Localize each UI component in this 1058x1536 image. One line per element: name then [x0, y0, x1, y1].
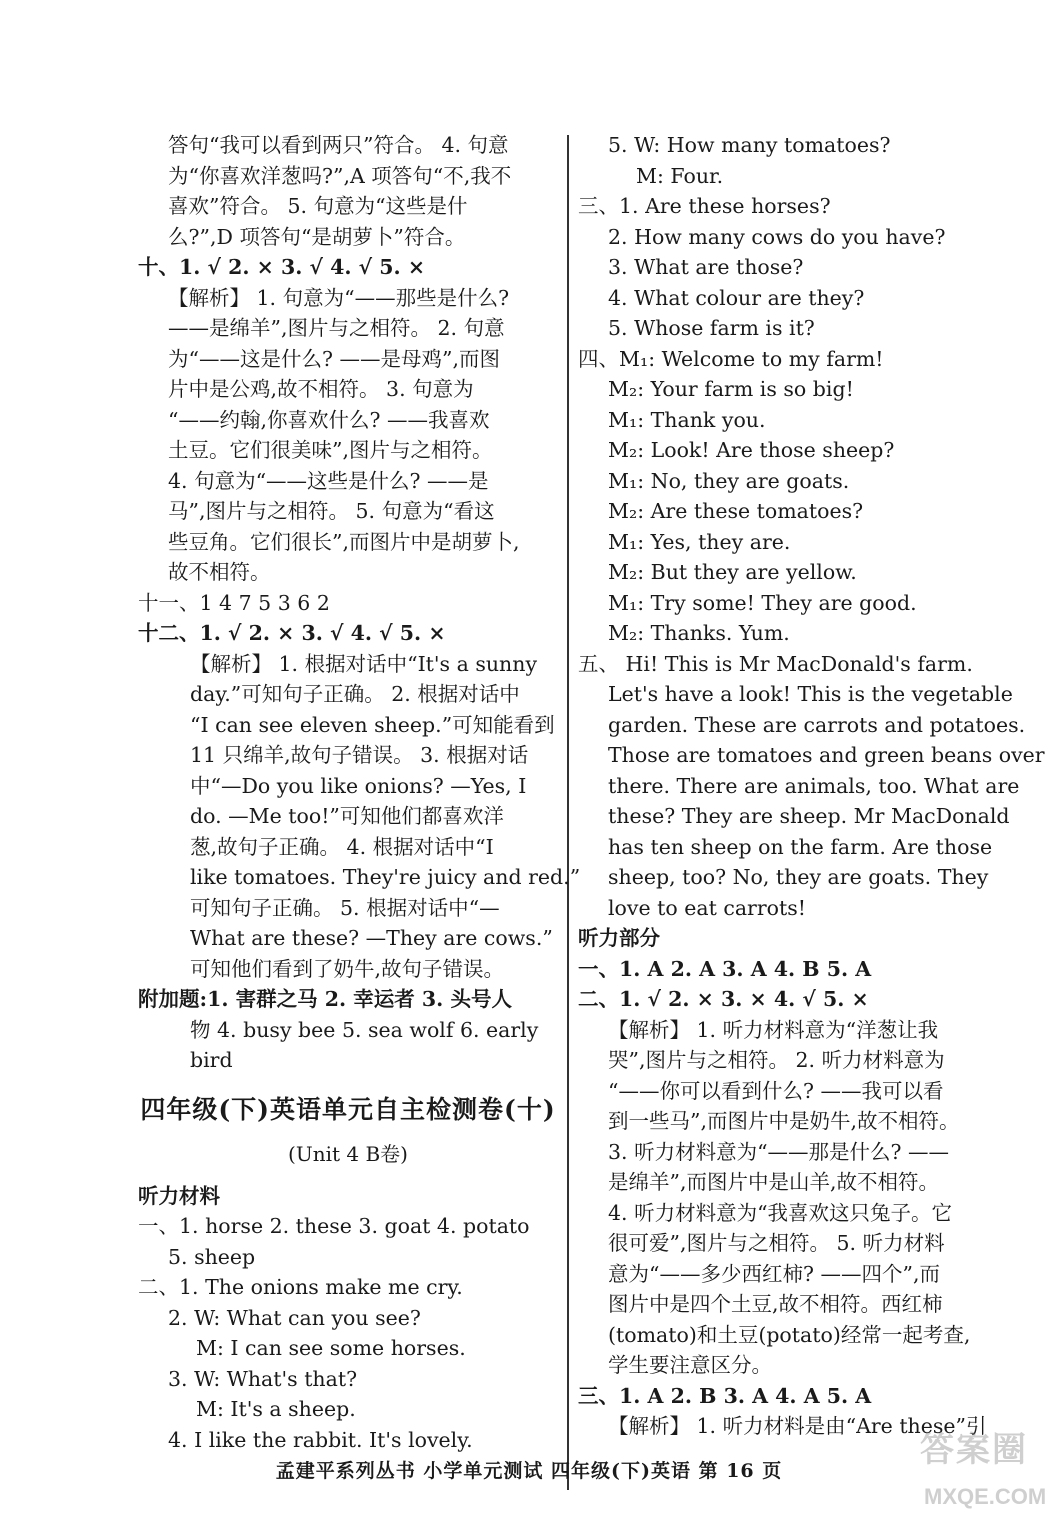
- text-line: 4. What colour are they?: [608, 285, 865, 310]
- text-line: 4. 听力材料意为“我喜欢这只兔子。它: [608, 1200, 953, 1225]
- text-line: there. There are animals, too. What are: [608, 773, 1020, 798]
- listening-1-answers: 一、1. A 2. A 3. A 4. B 5. A: [578, 956, 872, 981]
- text-line: 【解析】 1. 根据对话中“It's a sunny: [190, 651, 538, 676]
- text-line: 3. What are those?: [608, 255, 804, 279]
- text-line: sheep, too? No, they are goats. They: [608, 865, 989, 889]
- text-line: love to eat carrots!: [608, 895, 806, 920]
- text-line: M₁: Thank you.: [608, 407, 766, 432]
- text-line: 意为“——多少西红柿? ——四个”,而: [608, 1261, 940, 1286]
- text-line: 土豆。它们很美味”,图片与之相符。: [168, 438, 493, 462]
- watermark-text: 答案圈: [920, 1430, 1028, 1470]
- text-line: 中“—Do you like onions? —Yes, I: [190, 773, 527, 798]
- left-column: [138, 130, 581, 1455]
- section-title-listening-part: 听力部分: [578, 926, 660, 950]
- watermark-url: MXQE.COM: [924, 1484, 1047, 1509]
- text-line: 一、1. horse 2. these 3. goat 4. potato: [138, 1214, 530, 1238]
- text-line: 【解析】 1. 听力材料是由“Are these”引: [608, 1414, 987, 1438]
- text-line: M₂: But they are yellow.: [608, 560, 857, 584]
- text-line: 可知他们看到了奶牛,故句子错误。: [190, 956, 505, 981]
- text-line: “——你可以看到什么? ——我可以看: [608, 1078, 944, 1103]
- text-line: 物 4. busy bee 5. sea wolf 6. early: [190, 1017, 539, 1042]
- text-line: 【解析】 1. 听力材料意为“洋葱让我: [608, 1017, 939, 1042]
- listening-3-answers: 三、1. A 2. B 3. A 4. A 5. A: [578, 1383, 872, 1408]
- text-line: (tomato)和土豆(potato)经常一起考查,: [608, 1322, 971, 1347]
- text-line: M: Four.: [636, 163, 724, 188]
- text-line: 三、1. Are these horses?: [578, 194, 831, 218]
- text-line: M₂: Thanks. Yum.: [608, 621, 790, 645]
- text-line: garden. These are carrots and potatoes.: [608, 712, 1026, 737]
- text-line: 马”,图片与之相符。 5. 句意为“看这: [168, 499, 495, 523]
- text-line: 二、1. The onions make me cry.: [138, 1275, 463, 1299]
- text-line: 5. Whose farm is it?: [608, 316, 815, 340]
- text-line: 四、M₁: Welcome to my farm!: [578, 346, 884, 371]
- text-line: “I can see eleven sheep.”可知能看到: [190, 712, 555, 737]
- text-line: 为“——这是什么? ——是母鸡”,而图: [168, 346, 500, 371]
- text-line: 3. 听力材料意为“——那是什么? ——: [608, 1139, 950, 1164]
- text-line: has ten sheep on the farm. Are those: [608, 834, 993, 859]
- watermark-logo: [920, 1422, 1047, 1522]
- text-line: 很可爱”,图片与之相符。 5. 听力材料: [608, 1231, 945, 1255]
- text-line: Let's have a look! This is the vegetable: [608, 682, 1013, 706]
- text-line: 片中是公鸡,故不相符。 3. 句意为: [168, 377, 474, 401]
- text-line: 是绵羊”,而图片中是山羊,故不相符。: [608, 1170, 940, 1194]
- text-line: M: It's a sheep.: [196, 1397, 356, 1421]
- text-line: do. —Me too!”可知他们都喜欢洋: [190, 804, 504, 828]
- section-title-listening-material: 听力材料: [138, 1183, 220, 1208]
- bonus-answers: 附加题:1. 害群之马 2. 幸运者 3. 头号人: [138, 987, 512, 1011]
- text-line: 图片中是四个土豆,故不相符。西红柿: [608, 1292, 943, 1316]
- text-line: 五、 Hi! This is Mr MacDonald's farm.: [578, 651, 973, 676]
- text-line: What are these? —They are cows.”: [190, 926, 553, 950]
- text-line: M₁: Yes, they are.: [608, 529, 791, 554]
- listening-2-answers: 二、1. √ 2. × 3. × 4. √ 5. ×: [578, 987, 869, 1011]
- text-line: M₂: Your farm is so big!: [608, 377, 854, 401]
- test-subheading: (Unit 4 B卷): [288, 1141, 408, 1166]
- page-footer: 孟建平系列丛书 小学单元测试 四年级(下)英语 第 16 页: [275, 1460, 783, 1482]
- section-12-answers: 十二、1. √ 2. × 3. √ 4. √ 5. ×: [138, 621, 446, 645]
- text-line: 葱,故句子正确。 4. 根据对话中“I: [190, 834, 494, 859]
- text-line: 11 只绵羊,故句子错误。 3. 根据对话: [190, 743, 529, 767]
- text-line: 答句“我可以看到两只”符合。 4. 句意: [168, 133, 509, 157]
- section-11-answers: 十一、1 4 7 5 3 6 2: [138, 590, 330, 615]
- text-line: 3. W: What's that?: [168, 1366, 358, 1391]
- text-line: 喜欢”符合。 5. 句意为“这些是什: [168, 194, 468, 218]
- text-line: M: I can see some horses.: [196, 1336, 466, 1360]
- column-divider: [567, 135, 569, 1490]
- text-line: 学生要注意区分。: [608, 1353, 772, 1377]
- text-line: M₂: Look! Are those sheep?: [608, 438, 895, 462]
- text-line: 5. sheep: [168, 1244, 256, 1269]
- text-line: 2. W: What can you see?: [168, 1305, 421, 1330]
- text-line: 到一些马”,而图片中是奶牛,故不相符。: [608, 1109, 960, 1133]
- text-line: these? They are sheep. Mr MacDonald: [608, 804, 1010, 828]
- right-column: [578, 130, 1045, 1442]
- text-line: 为“你喜欢洋葱吗?”,A 项答句“不,我不: [168, 163, 512, 188]
- text-line: bird: [190, 1048, 233, 1072]
- text-line: 【解析】 1. 句意为“——那些是什么?: [168, 285, 510, 310]
- text-line: 5. W: How many tomatoes?: [608, 133, 891, 157]
- text-line: M₂: Are these tomatoes?: [608, 499, 864, 523]
- text-line: 可知句子正确。 5. 根据对话中“—: [190, 895, 500, 920]
- text-line: 4. I like the rabbit. It's lovely.: [168, 1427, 473, 1452]
- text-line: like tomatoes. They're juicy and red.”: [190, 865, 581, 889]
- text-line: 些豆角。它们很长”,而图片中是胡萝卜,: [168, 529, 520, 554]
- text-line: 故不相符。: [168, 560, 271, 584]
- text-line: M₁: Try some! They are good.: [608, 590, 917, 615]
- text-line: 哭”,图片与之相符。 2. 听力材料意为: [608, 1048, 945, 1072]
- text-line: “——约翰,你喜欢什么? ——我喜欢: [168, 407, 490, 432]
- text-line: M₁: No, they are goats.: [608, 468, 850, 493]
- text-line: 4. 句意为“——这些是什么? ——是: [168, 468, 489, 493]
- section-10-answers: 十、1. √ 2. × 3. √ 4. √ 5. ×: [138, 255, 426, 279]
- text-line: Those are tomatoes and green beans over: [608, 743, 1045, 767]
- test-heading: 四年级(下)英语单元自主检测卷(十): [140, 1094, 556, 1124]
- text-line: day.”可知句子正确。 2. 根据对话中: [190, 682, 520, 706]
- text-line: ——是绵羊”,图片与之相符。 2. 句意: [168, 316, 505, 340]
- text-line: 么?”,D 项答句“是胡萝卜”符合。: [168, 224, 466, 249]
- text-line: 2. How many cows do you have?: [608, 224, 946, 249]
